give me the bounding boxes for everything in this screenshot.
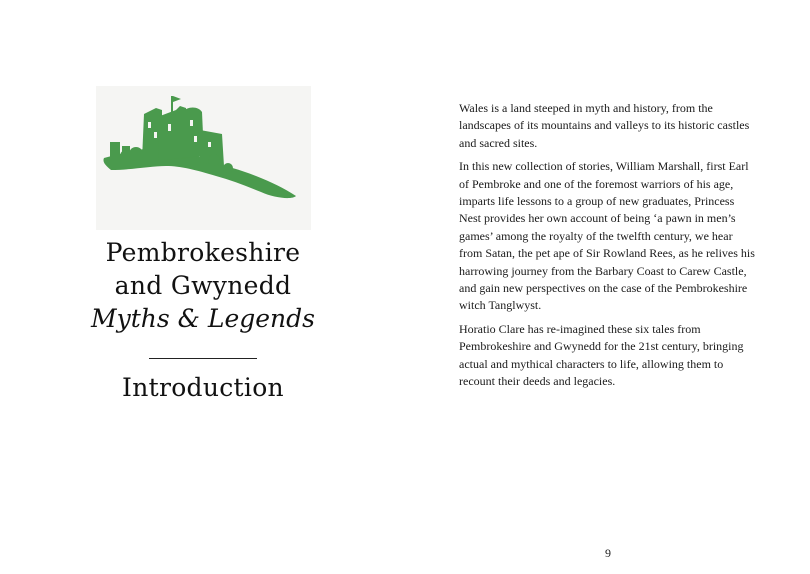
title-line-2: and Gwynedd xyxy=(114,271,292,300)
page-number: 9 xyxy=(605,546,611,560)
title-line-3: Myths & Legends xyxy=(91,304,315,333)
title-line-1: Pembrokeshire xyxy=(105,238,301,267)
paragraph: Horatio Clare has re-imagined these six tales from Pembrokeshire and Gwynedd for the 21st century, bringing actual and mythical characters to life, allowing them to recount their deeds and legacies. xyxy=(459,321,744,389)
section-title: Introduction xyxy=(122,373,284,402)
body-text xyxy=(459,100,755,397)
title-block xyxy=(80,236,326,404)
title-divider xyxy=(149,358,257,359)
castle-on-hill-icon xyxy=(96,86,311,230)
paragraph: In this new collection of stories, William Marshall, first Earl of Pembroke and one of the foremost warriors of his age, imparts life lessons to a group of new graduates, Princess Nest provides her own account of being ‘a pawn in men’s games’ among the royalty of the twelfth century, we hear from Satan, the pet ape of Sir Rowland Rees, as he relives his harrowing journey from the Barbary Coast to Carew Castle, and gain new perspectives on the case of the Pembrokeshire witch Tanglwyst. xyxy=(459,159,755,313)
castle-illustration xyxy=(96,86,311,230)
paragraph: Wales is a land steeped in myth and history, from the landscapes of its mountains and valleys to its historic castles and sacred sites. xyxy=(459,101,750,150)
